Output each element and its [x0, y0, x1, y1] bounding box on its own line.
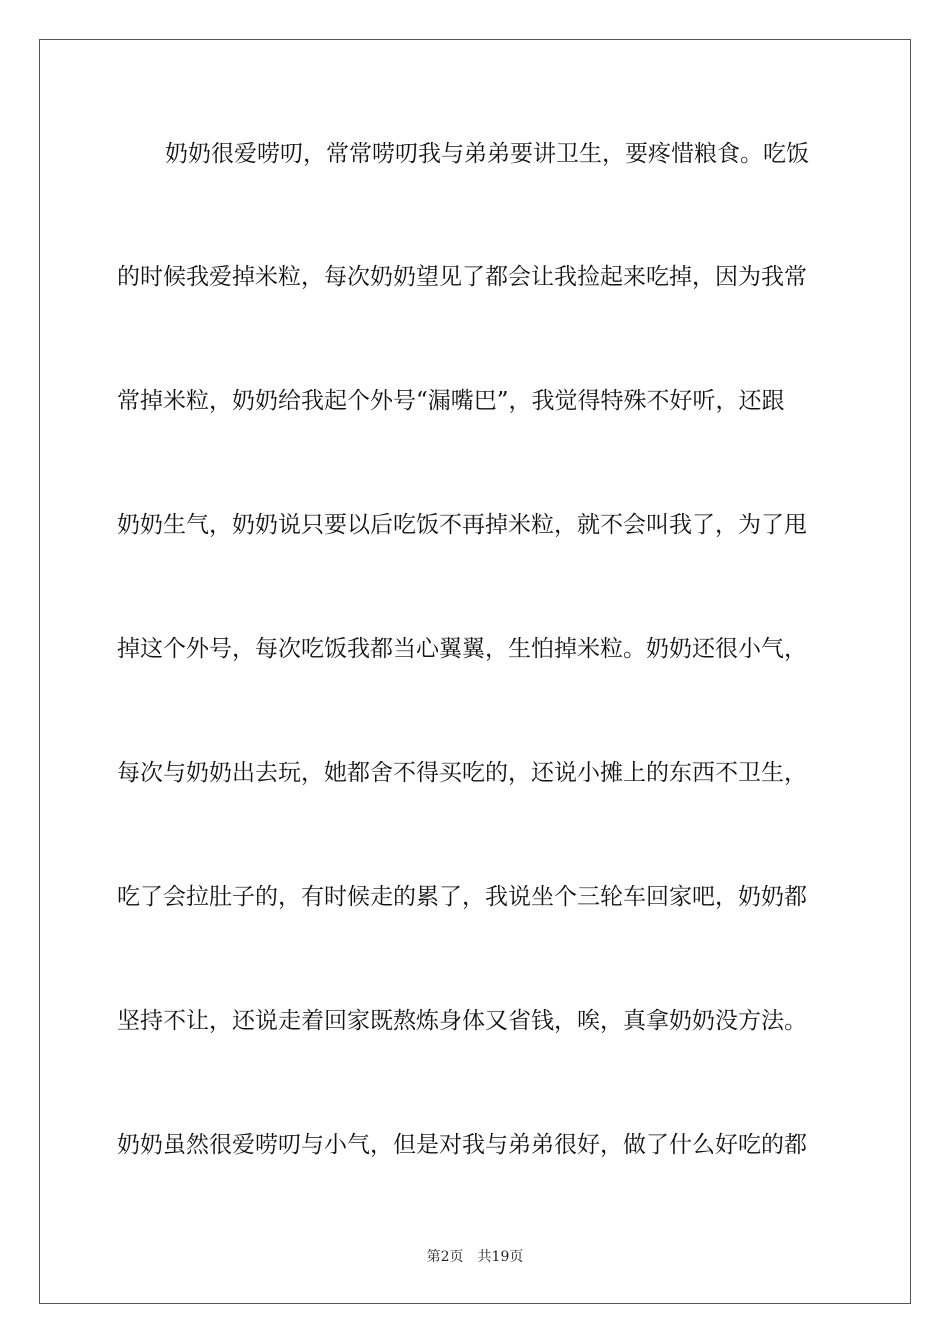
page-border [39, 39, 911, 1304]
page-footer [0, 1247, 950, 1267]
page-number: 第2页 [426, 1249, 464, 1265]
page-total: 共19页 [477, 1249, 524, 1265]
